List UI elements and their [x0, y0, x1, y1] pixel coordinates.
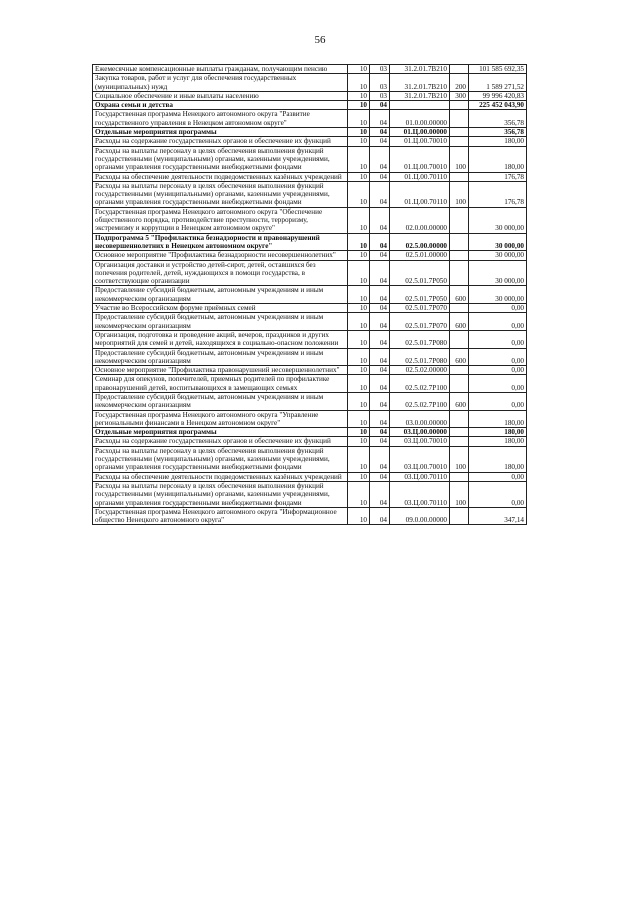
row-section: 10 [348, 137, 370, 146]
table-row [93, 260, 527, 286]
row-section: 10 [348, 233, 370, 251]
row-amount: 176,78 [469, 172, 527, 181]
row-expense-type: 100 [450, 146, 469, 172]
row-target-code: 02.5.01.7Р080 [390, 348, 450, 366]
row-amount: 180,00 [469, 146, 527, 172]
table-row [93, 330, 527, 348]
row-target-code: 01.Ц.00.70010 [390, 137, 450, 146]
row-target-code: 02.5.02.00000 [390, 366, 450, 375]
row-amount: 180,00 [469, 446, 527, 472]
row-subsection: 04 [370, 481, 390, 507]
row-expense-type: 100 [450, 181, 469, 207]
row-amount: 356,78 [469, 110, 527, 128]
row-target-code [390, 101, 450, 110]
row-amount: 225 452 043,90 [469, 101, 527, 110]
row-name: Основное мероприятие "Профилактика безнадзорности несовершеннолетних" [93, 251, 348, 260]
table-row [93, 437, 527, 446]
table-row [93, 233, 527, 251]
row-expense-type [450, 428, 469, 437]
row-section: 10 [348, 286, 370, 304]
row-amount: 180,00 [469, 428, 527, 437]
row-section: 10 [348, 207, 370, 233]
row-section: 10 [348, 507, 370, 525]
table-row [93, 410, 527, 428]
row-expense-type: 100 [450, 481, 469, 507]
row-amount: 180,00 [469, 410, 527, 428]
row-subsection: 04 [370, 146, 390, 172]
row-subsection: 03 [370, 65, 390, 74]
table-row [93, 313, 527, 331]
row-target-code: 01.0.00.00000 [390, 110, 450, 128]
row-subsection: 04 [370, 428, 390, 437]
row-section: 10 [348, 375, 370, 393]
row-amount: 0,00 [469, 330, 527, 348]
row-name: Предоставление субсидий бюджетным, автономным учреждениям и иным некоммерческим организациям [93, 313, 348, 331]
table-row [93, 137, 527, 146]
table-row [93, 101, 527, 110]
row-expense-type [450, 437, 469, 446]
row-section: 10 [348, 481, 370, 507]
row-expense-type: 600 [450, 313, 469, 331]
row-subsection: 04 [370, 110, 390, 128]
table-row [93, 172, 527, 181]
table-row [93, 481, 527, 507]
row-amount: 1 589 271,52 [469, 74, 527, 92]
row-amount: 30 000,00 [469, 207, 527, 233]
row-expense-type [450, 172, 469, 181]
row-subsection: 04 [370, 207, 390, 233]
row-name: Предоставление субсидий бюджетным, автономным учреждениям и иным некоммерческим организациям [93, 348, 348, 366]
row-section: 10 [348, 101, 370, 110]
row-expense-type [450, 304, 469, 313]
row-subsection: 04 [370, 233, 390, 251]
row-subsection: 04 [370, 366, 390, 375]
row-target-code: 02.5.01.7Р050 [390, 260, 450, 286]
row-subsection: 03 [370, 74, 390, 92]
row-amount: 30 000,00 [469, 233, 527, 251]
row-amount: 99 996 420,83 [469, 91, 527, 100]
row-subsection: 03 [370, 91, 390, 100]
row-name: Организация, подготовка и проведение акций, вечеров, праздников и других мероприятий для семей и детей, находящихся в социально-опасном положении [93, 330, 348, 348]
table-row [93, 366, 527, 375]
table-row [93, 207, 527, 233]
row-name: Участие во Всероссийском форуме приёмных семей [93, 304, 348, 313]
row-subsection: 04 [370, 410, 390, 428]
row-name: Расходы на содержание государственных органов и обеспечение их функций [93, 437, 348, 446]
table-row [93, 375, 527, 393]
row-target-code: 02.5.01.00000 [390, 251, 450, 260]
row-subsection: 04 [370, 348, 390, 366]
row-subsection: 04 [370, 330, 390, 348]
row-amount: 180,00 [469, 137, 527, 146]
row-expense-type [450, 472, 469, 481]
row-section: 10 [348, 348, 370, 366]
row-target-code: 31.2.01.7В210 [390, 91, 450, 100]
row-target-code: 02.5.01.7Р080 [390, 330, 450, 348]
row-section: 10 [348, 181, 370, 207]
row-section: 10 [348, 472, 370, 481]
row-amount: 0,00 [469, 392, 527, 410]
row-name: Расходы на выплаты персоналу в целях обеспечения выполнения функций государственными (муниципальными) органами, казенными учреждениями, органами управления государственными внебюджетными фондами [93, 181, 348, 207]
row-name: Расходы на обеспечение деятельности подведомственных казённых учреждений [93, 172, 348, 181]
row-target-code: 03.Ц.00.70010 [390, 446, 450, 472]
table-row [93, 304, 527, 313]
row-expense-type [450, 137, 469, 146]
table-row [93, 74, 527, 92]
table-row [93, 428, 527, 437]
row-name: Расходы на обеспечение деятельности подведомственных казённых учреждений [93, 472, 348, 481]
row-subsection: 04 [370, 313, 390, 331]
row-expense-type: 600 [450, 392, 469, 410]
row-name: Подпрограмма 5 "Профилактика безнадзорности и правонарушений несовершеннолетних в Ненецком автономном округе" [93, 233, 348, 251]
row-expense-type [450, 410, 469, 428]
row-name: Государственная программа Ненецкого автономного округа "Развитие государственного управления в Ненецком автономном округе" [93, 110, 348, 128]
row-amount: 0,00 [469, 472, 527, 481]
row-name: Охрана семьи и детства [93, 101, 348, 110]
table-row [93, 110, 527, 128]
row-name: Государственная программа Ненецкого автономного округа "Обеспечение общественного порядка, противодействие преступности, терроризму, экстремизму и коррупции в Ненецком автономном округе" [93, 207, 348, 233]
row-name: Предоставление субсидий бюджетным, автономным учреждениям и иным некоммерческим организациям [93, 392, 348, 410]
row-section: 10 [348, 260, 370, 286]
row-expense-type [450, 260, 469, 286]
row-subsection: 04 [370, 472, 390, 481]
table-row [93, 146, 527, 172]
row-name: Расходы на выплаты персоналу в целях обеспечения выполнения функций государственными (муниципальными) органами, казенными учреждениями, органами управления государственными внебюджетными фондами [93, 146, 348, 172]
row-target-code: 03.Ц.00.00000 [390, 428, 450, 437]
row-name: Государственная программа Ненецкого автономного округа "Информационное общество Ненецкого автономного округа" [93, 507, 348, 525]
row-expense-type [450, 65, 469, 74]
row-amount: 356,78 [469, 128, 527, 137]
row-section: 10 [348, 392, 370, 410]
row-expense-type [450, 207, 469, 233]
row-target-code: 01.Ц.00.70010 [390, 146, 450, 172]
row-target-code: 03.0.00.00000 [390, 410, 450, 428]
row-target-code: 02.5.01.7Р070 [390, 313, 450, 331]
row-expense-type [450, 366, 469, 375]
row-target-code: 03.Ц.00.70110 [390, 481, 450, 507]
row-target-code: 01.Ц.00.70110 [390, 172, 450, 181]
row-subsection: 04 [370, 392, 390, 410]
row-section: 10 [348, 304, 370, 313]
row-subsection: 04 [370, 446, 390, 472]
row-section: 10 [348, 65, 370, 74]
row-expense-type [450, 233, 469, 251]
row-amount: 30 000,00 [469, 286, 527, 304]
table-row [93, 128, 527, 137]
row-name: Расходы на выплаты персоналу в целях обеспечения выполнения функций государственными (муниципальными) органами, казенными учреждениями, органами управления государственными внебюджетными фондами [93, 481, 348, 507]
row-expense-type [450, 251, 469, 260]
row-subsection: 04 [370, 172, 390, 181]
row-expense-type [450, 110, 469, 128]
row-section: 10 [348, 128, 370, 137]
row-name: Основное мероприятие "Профилактика правонарушений несовершеннолетних" [93, 366, 348, 375]
row-name: Расходы на содержание государственных органов и обеспечение их функций [93, 137, 348, 146]
row-section: 10 [348, 74, 370, 92]
row-expense-type: 600 [450, 348, 469, 366]
row-amount: 0,00 [469, 313, 527, 331]
row-name: Государственная программа Ненецкого автономного округа "Управление региональными финансами в Ненецком автономном округе" [93, 410, 348, 428]
row-name: Предоставление субсидий бюджетным, автономным учреждениям и иным некоммерческим организациям [93, 286, 348, 304]
row-subsection: 04 [370, 304, 390, 313]
row-name: Ежемесячные компенсационные выплаты гражданам, получающим пенсию [93, 65, 348, 74]
table-row [93, 251, 527, 260]
row-expense-type [450, 128, 469, 137]
row-amount: 0,00 [469, 304, 527, 313]
row-section: 10 [348, 313, 370, 331]
row-expense-type: 200 [450, 74, 469, 92]
table-row [93, 65, 527, 74]
row-section: 10 [348, 446, 370, 472]
row-amount: 0,00 [469, 481, 527, 507]
row-subsection: 04 [370, 260, 390, 286]
row-section: 10 [348, 251, 370, 260]
row-expense-type [450, 375, 469, 393]
row-expense-type [450, 101, 469, 110]
row-amount: 0,00 [469, 366, 527, 375]
row-subsection: 04 [370, 137, 390, 146]
row-target-code: 02.5.01.7Р050 [390, 286, 450, 304]
table-row [93, 181, 527, 207]
row-section: 10 [348, 410, 370, 428]
table-row [93, 507, 527, 525]
row-amount: 101 585 692,35 [469, 65, 527, 74]
row-target-code: 09.0.00.00000 [390, 507, 450, 525]
row-name: Социальное обеспечение и иные выплаты населению [93, 91, 348, 100]
row-section: 10 [348, 146, 370, 172]
row-section: 10 [348, 437, 370, 446]
row-expense-type [450, 330, 469, 348]
row-subsection: 04 [370, 181, 390, 207]
row-amount: 30 000,00 [469, 251, 527, 260]
row-section: 10 [348, 428, 370, 437]
row-section: 10 [348, 91, 370, 100]
row-amount: 347,14 [469, 507, 527, 525]
row-amount: 0,00 [469, 375, 527, 393]
row-amount: 0,00 [469, 348, 527, 366]
row-name: Организация доставки и устройство детей-сирот, детей, оставшихся без попечения родителей, детей, нуждающихся в помощи государства, в соответствующие организации [93, 260, 348, 286]
row-section: 10 [348, 330, 370, 348]
row-amount: 176,78 [469, 181, 527, 207]
row-subsection: 04 [370, 251, 390, 260]
row-section: 10 [348, 110, 370, 128]
row-target-code: 01.Ц.00.70110 [390, 181, 450, 207]
table-row [93, 91, 527, 100]
row-target-code: 02.5.00.00000 [390, 233, 450, 251]
row-section: 10 [348, 366, 370, 375]
row-expense-type: 600 [450, 286, 469, 304]
table-row [93, 392, 527, 410]
row-subsection: 04 [370, 375, 390, 393]
row-name: Закупка товаров, работ и услуг для обеспечения государственных (муниципальных) нужд [93, 74, 348, 92]
table-row [93, 472, 527, 481]
row-expense-type: 300 [450, 91, 469, 100]
row-subsection: 04 [370, 128, 390, 137]
row-amount: 180,00 [469, 437, 527, 446]
row-target-code: 02.5.02.7Р100 [390, 375, 450, 393]
row-subsection: 04 [370, 101, 390, 110]
row-target-code: 31.2.01.7В210 [390, 74, 450, 92]
row-name: Расходы на выплаты персоналу в целях обеспечения выполнения функций государственными (муниципальными) органами, казенными учреждениями, органами управления государственными внебюджетными фондами [93, 446, 348, 472]
row-expense-type: 100 [450, 446, 469, 472]
row-amount: 30 000,00 [469, 260, 527, 286]
row-name: Отдельные мероприятия программы [93, 428, 348, 437]
row-subsection: 04 [370, 286, 390, 304]
row-target-code: 02.0.00.00000 [390, 207, 450, 233]
budget-table-body [93, 65, 527, 525]
row-subsection: 04 [370, 507, 390, 525]
row-target-code: 03.Ц.00.70110 [390, 472, 450, 481]
budget-table [92, 64, 527, 525]
table-row [93, 286, 527, 304]
row-name: Семинар для опекунов, попечителей, приемных родителей по профилактике правонарушений детей, воспитывающихся в замещающих семьях [93, 375, 348, 393]
row-target-code: 01.Ц.00.00000 [390, 128, 450, 137]
row-target-code: 31.2.01.7В210 [390, 65, 450, 74]
page-number: 56 [314, 34, 326, 46]
table-row [93, 348, 527, 366]
row-target-code: 02.5.01.7Р070 [390, 304, 450, 313]
row-target-code: 03.Ц.00.70010 [390, 437, 450, 446]
row-name: Отдельные мероприятия программы [93, 128, 348, 137]
row-section: 10 [348, 172, 370, 181]
row-target-code: 02.5.02.7Р100 [390, 392, 450, 410]
row-expense-type [450, 507, 469, 525]
table-row [93, 446, 527, 472]
row-subsection: 04 [370, 437, 390, 446]
